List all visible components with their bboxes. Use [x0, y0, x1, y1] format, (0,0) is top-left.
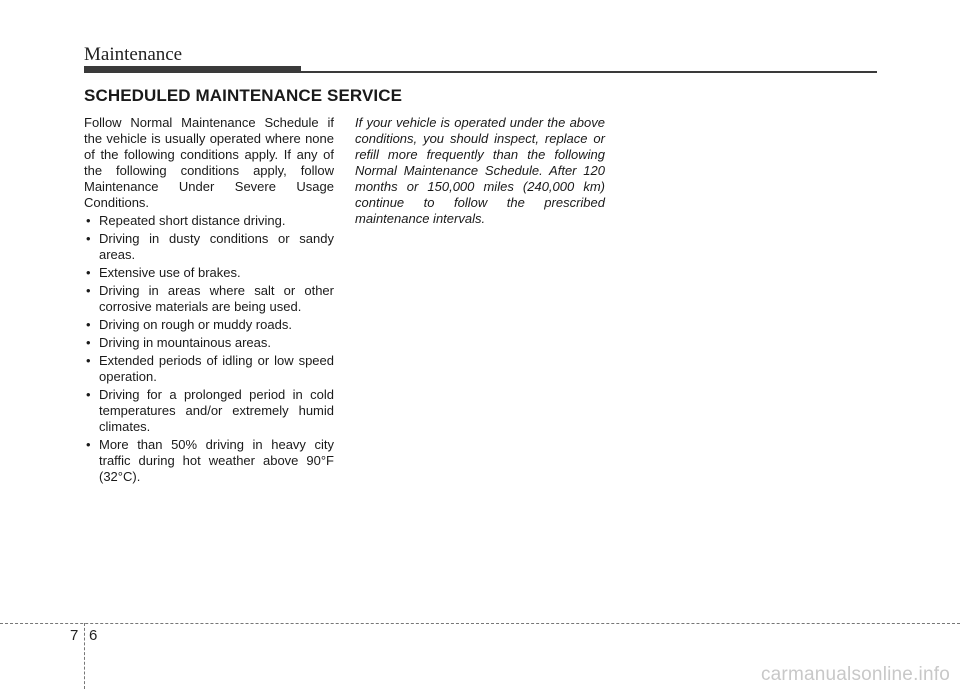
- bullet-icon: •: [86, 387, 91, 402]
- section-title: SCHEDULED MAINTENANCE SERVICE: [84, 86, 403, 105]
- list-item-text: Driving on rough or muddy roads.: [99, 317, 292, 332]
- list-item: [84, 265, 334, 281]
- bullet-icon: •: [86, 317, 91, 332]
- bullet-icon: •: [86, 283, 91, 298]
- footer-divider: [0, 623, 960, 624]
- list-item-text: Repeated short distance driving.: [99, 213, 286, 228]
- list-item: [84, 387, 334, 435]
- chapter-number: 7: [70, 627, 79, 644]
- bullet-icon: •: [86, 213, 91, 228]
- header-rule-thick: [84, 66, 301, 73]
- list-item-text: Extensive use of brakes.: [99, 265, 241, 280]
- list-item-text: Extended periods of idling or low speed operation.: [99, 353, 334, 384]
- list-item: [84, 317, 334, 333]
- list-item: [84, 231, 334, 263]
- list-item-text: Driving in mountainous areas.: [99, 335, 271, 350]
- footer-vertical-divider: [84, 623, 85, 689]
- right-column: [355, 115, 605, 227]
- bullet-icon: •: [86, 335, 91, 350]
- list-item-text: Driving in areas where salt or other corrosive materials are being used.: [99, 283, 334, 314]
- watermark: carmanualsonline.info: [760, 664, 950, 685]
- list-item: [84, 335, 334, 351]
- list-item: [84, 437, 334, 485]
- bullet-icon: •: [86, 437, 91, 452]
- page-number: 6: [89, 627, 98, 644]
- left-column: [84, 115, 334, 485]
- bullet-icon: •: [86, 353, 91, 368]
- list-item-text: Driving for a prolonged period in cold temperatures and/or extremely humid climates.: [99, 387, 334, 434]
- severe-usage-note: If your vehicle is operated under the above conditions, you should inspect, replace or refill more frequently than the following Normal Maintenance Schedule. After 120 months or 150,000 miles (240,000 km) continue to follow the prescribed maintenance intervals.: [355, 115, 605, 226]
- list-item-text: Driving in dusty conditions or sandy areas.: [99, 231, 334, 262]
- intro-paragraph: Follow Normal Maintenance Schedule if the vehicle is usually operated where none of the following conditions apply. If any of the following conditions apply, follow Maintenance Under Severe Usage Conditions.: [84, 115, 334, 210]
- list-item: [84, 353, 334, 385]
- list-item: [84, 283, 334, 315]
- bullet-icon: •: [86, 265, 91, 280]
- header-rule-thin: [301, 71, 877, 73]
- list-item-text: More than 50% driving in heavy city traffic during hot weather above 90°F (32°C).: [99, 437, 334, 484]
- list-item: [84, 213, 334, 229]
- bullet-icon: •: [86, 231, 91, 246]
- page-header-title: Maintenance: [84, 44, 183, 65]
- conditions-list: [84, 213, 334, 485]
